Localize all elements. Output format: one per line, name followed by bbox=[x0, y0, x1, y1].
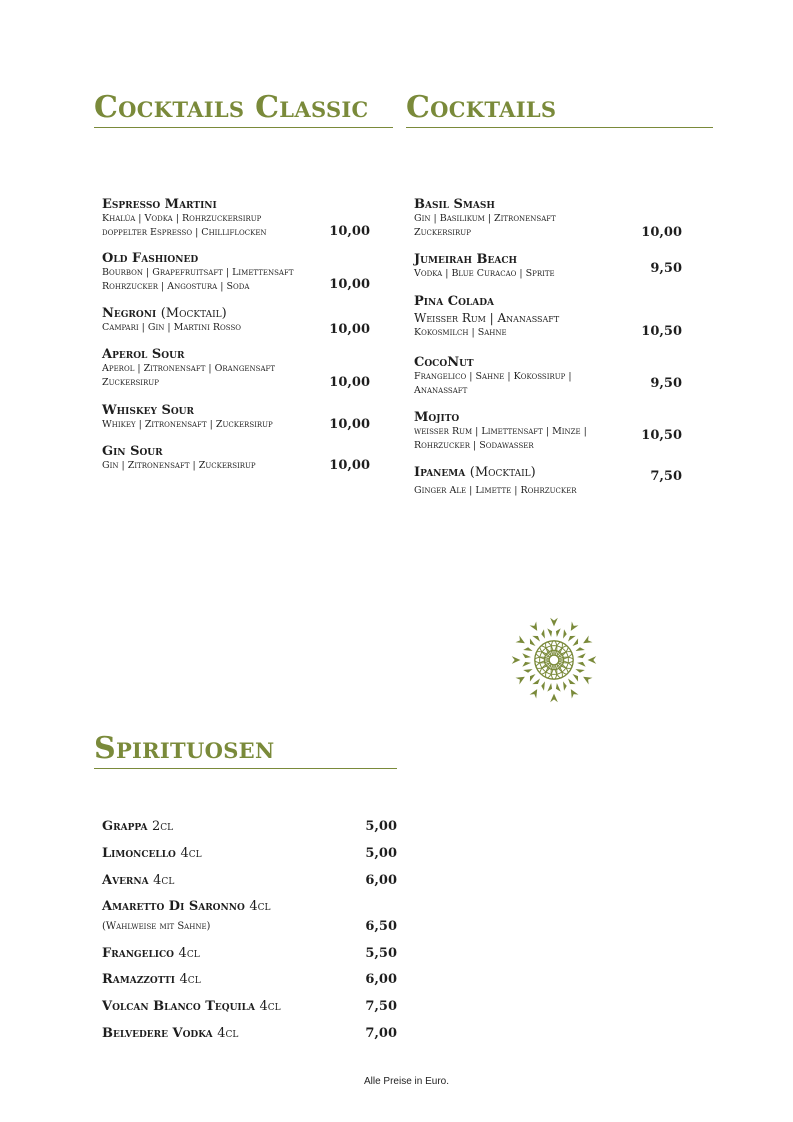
classic-list bbox=[102, 197, 370, 474]
item-price: 9,50 bbox=[650, 261, 682, 276]
item-name: Mojito bbox=[414, 410, 460, 425]
heading-cocktails: Cocktails bbox=[406, 90, 557, 125]
menu-item bbox=[414, 355, 682, 410]
item-desc: Gin | Basilikum | Zitronensaft bbox=[414, 213, 556, 224]
spirit-name-text: Frangelico bbox=[102, 946, 175, 961]
item-price: 10,00 bbox=[329, 375, 370, 390]
spirit-row bbox=[102, 819, 397, 834]
spirit-name-text: Amaretto Di Saronno bbox=[102, 899, 245, 914]
spirit-name-text: Grappa bbox=[102, 819, 148, 834]
item-desc: weisser Rum | Limettensaft | Minze | bbox=[414, 426, 587, 437]
spirit-name-text: Averna bbox=[102, 873, 149, 888]
spirit-amount: 4cl bbox=[217, 1026, 239, 1041]
spirit-price: 6,00 bbox=[365, 873, 397, 888]
item-name bbox=[102, 306, 370, 321]
spirit-name bbox=[102, 899, 397, 914]
item-name: Pina Colada bbox=[414, 294, 495, 309]
item-price: 10,50 bbox=[641, 324, 682, 339]
spirit-row bbox=[102, 846, 397, 861]
item-desc: Rohrzucker | Sodawasser bbox=[414, 440, 534, 451]
spirit-name-text: Belvedere Vodka bbox=[102, 1026, 213, 1041]
item-name-text: Ipanema bbox=[414, 465, 466, 480]
item-name: Gin Sour bbox=[102, 444, 163, 459]
spirit-amount: 4cl bbox=[179, 972, 201, 987]
item-desc: Aperol | Zitronensaft | Orangensaft bbox=[102, 363, 276, 374]
item-price: 9,50 bbox=[650, 376, 682, 391]
spirit-price: 6,00 bbox=[365, 972, 397, 987]
item-desc: Ginger Ale | Limette | Rohrzucker bbox=[414, 485, 577, 496]
item-name: CocoNut bbox=[414, 355, 474, 370]
item-name-suffix: (Mocktail) bbox=[469, 465, 536, 480]
spirit-name-text: Ramazzotti bbox=[102, 972, 175, 987]
heading-rule-cocktails bbox=[406, 127, 713, 128]
item-name: Espresso Martini bbox=[102, 197, 217, 212]
menu-item bbox=[102, 347, 370, 403]
heading-cocktails-classic: Cocktails Classic bbox=[94, 90, 369, 125]
item-desc: Gin | Zitronensaft | Zuckersirup bbox=[102, 460, 256, 471]
item-desc: doppelter Espresso | Chilliflocken bbox=[102, 227, 267, 238]
item-price: 7,50 bbox=[650, 469, 682, 484]
item-desc: Whikey | Zitronensaft | Zuckersirup bbox=[102, 419, 273, 430]
item-desc: Rohrzucker | Angostura | Soda bbox=[102, 281, 250, 292]
spirit-price: 7,00 bbox=[365, 1026, 397, 1041]
menu-item bbox=[414, 252, 682, 294]
item-price: 10,00 bbox=[641, 225, 682, 240]
item-price: 10,00 bbox=[329, 322, 370, 337]
spirit-name bbox=[102, 1026, 397, 1041]
spirit-row bbox=[102, 972, 397, 987]
spirit-amount: 4cl bbox=[259, 999, 281, 1014]
menu-item bbox=[414, 294, 682, 355]
spirit-price: 6,50 bbox=[365, 919, 397, 934]
menu-item bbox=[102, 306, 370, 347]
spirit-row bbox=[102, 873, 397, 888]
item-name: Jumeirah Beach bbox=[414, 252, 518, 267]
item-price: 10,00 bbox=[329, 224, 370, 239]
menu-item bbox=[102, 197, 370, 251]
item-desc: Vodka | Blue Curacao | Sprite bbox=[414, 268, 555, 279]
item-desc: Zuckersirup bbox=[102, 377, 159, 388]
spirit-amount: 4cl bbox=[180, 846, 202, 861]
item-desc: Khalúa | Vodka | Rohrzuckersirup bbox=[102, 213, 262, 224]
spirit-price: 5,00 bbox=[365, 846, 397, 861]
spirit-name bbox=[102, 819, 397, 834]
item-name: Whiskey Sour bbox=[102, 403, 195, 418]
menu-item bbox=[102, 444, 370, 474]
item-name-text: Negroni bbox=[102, 306, 157, 321]
menu-item bbox=[414, 197, 682, 252]
item-desc-text: Weisser Rum | Ananassaft bbox=[414, 311, 560, 325]
heading-rule-classic bbox=[94, 127, 393, 128]
item-name: Old Fashioned bbox=[102, 251, 199, 266]
item-name: Aperol Sour bbox=[102, 347, 185, 362]
menu-item bbox=[102, 403, 370, 444]
item-price: 10,00 bbox=[329, 458, 370, 473]
menu-item bbox=[414, 465, 682, 505]
footer-note: Alle Preise in Euro. bbox=[363, 1076, 450, 1087]
menu-item bbox=[414, 410, 682, 465]
item-desc: Zuckersirup bbox=[414, 227, 471, 238]
spirit-row bbox=[102, 999, 397, 1014]
spirit-name bbox=[102, 846, 397, 861]
spirit-name-text: Limoncello bbox=[102, 846, 176, 861]
item-name-suffix: (Mocktail) bbox=[160, 306, 227, 321]
heading-spirituosen: Spirituosen bbox=[94, 731, 275, 766]
item-price: 10,50 bbox=[641, 428, 682, 443]
spirit-row bbox=[102, 899, 397, 934]
heading-rule-spirituosen bbox=[94, 768, 397, 769]
item-desc: Kokosmilch | Sahne bbox=[414, 327, 507, 338]
item-desc: Frangelico | Sahne | Kokossirup | bbox=[414, 371, 572, 382]
mandala-ornament-icon bbox=[506, 612, 602, 708]
item-price: 10,00 bbox=[329, 277, 370, 292]
spirit-name bbox=[102, 999, 397, 1014]
spirit-amount: 4cl bbox=[178, 946, 200, 961]
spirit-price: 5,50 bbox=[365, 946, 397, 961]
spirit-price: 7,50 bbox=[365, 999, 397, 1014]
item-price: 10,00 bbox=[329, 417, 370, 432]
spirit-name bbox=[102, 972, 397, 987]
item-desc: Ananassaft bbox=[414, 385, 468, 396]
spirit-name bbox=[102, 946, 397, 961]
item-desc: Bourbon | Grapefruitsaft | Limettensaft bbox=[102, 267, 294, 278]
spirit-amount: 4cl bbox=[153, 873, 175, 888]
item-desc: Campari | Gin | Martini Rosso bbox=[102, 322, 241, 333]
spirit-row bbox=[102, 1026, 397, 1041]
item-name: Basil Smash bbox=[414, 197, 495, 212]
spirit-name bbox=[102, 873, 397, 888]
spirit-row bbox=[102, 946, 397, 961]
item-name bbox=[414, 465, 682, 480]
spirit-name-text: Volcan Blanco Tequila bbox=[102, 999, 255, 1014]
cocktails-list bbox=[414, 197, 682, 505]
spirit-price: 5,00 bbox=[365, 819, 397, 834]
spirit-amount: 4cl bbox=[249, 899, 271, 914]
spirit-note: (Wahlweise mit Sahne) bbox=[102, 921, 211, 932]
menu-item bbox=[102, 251, 370, 306]
spirit-amount: 2cl bbox=[151, 819, 174, 834]
